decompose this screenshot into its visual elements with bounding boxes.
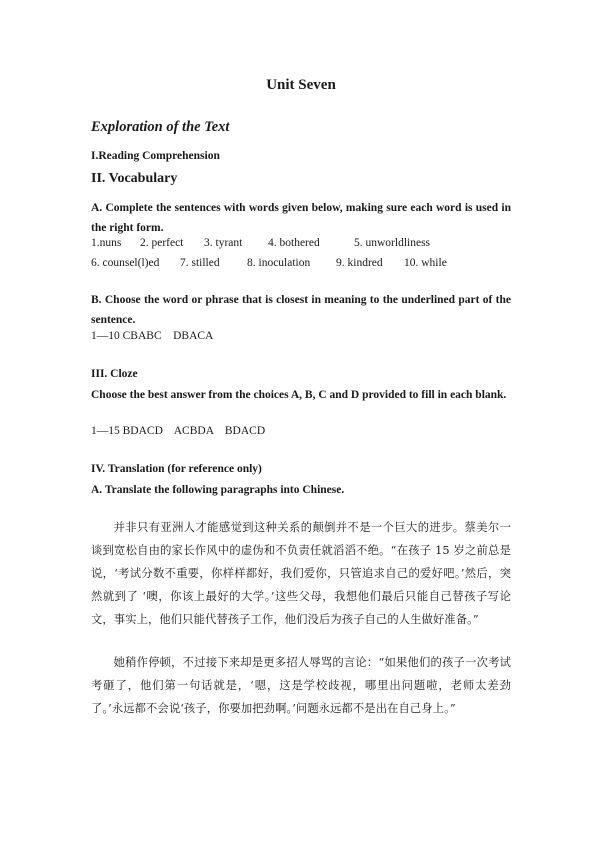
vocabulary-heading: II. Vocabulary bbox=[91, 171, 178, 186]
translation-paragraph-2: 她稍作停顿，不过接下来却是更多招人辱骂的言论：“如果他们的孩子一次考试考砸了，他们第一句话就是，‘嗯，这是学校歧视，哪里出问题啦，老师太差劲了。’永远都不会说‘孩子，你要加把劲啊。’问题永远都不是出在自己身上。” bbox=[91, 656, 511, 715]
word-item: 6. counsel(l)ed bbox=[91, 257, 160, 269]
vocab-a-word-row-2 bbox=[91, 257, 511, 273]
exploration-heading: Exploration of the Text bbox=[91, 119, 230, 135]
cloze-heading: III. Cloze bbox=[91, 368, 138, 380]
word-item: 8. inoculation bbox=[247, 257, 311, 269]
reading-comprehension-heading: I.Reading Comprehension bbox=[91, 150, 220, 162]
cloze-instruction: Choose the best answer from the choices A, B, C and D provided to fill in each blank. bbox=[91, 389, 507, 401]
vocab-a-instruction: A. Complete the sentences with words given below, making sure each word is used in the right form. bbox=[91, 202, 511, 234]
word-item: 2. perfect bbox=[140, 237, 184, 249]
word-item: 9. kindred bbox=[336, 257, 383, 269]
cloze-answers: 1—15 BDACD ACBDA BDACD bbox=[91, 425, 266, 437]
translation-heading: IV. Translation (for reference only) bbox=[91, 463, 262, 475]
word-item: 3. tyrant bbox=[204, 237, 243, 249]
word-item: 10. while bbox=[404, 257, 447, 269]
vocab-b-instruction: B. Choose the word or phrase that is closest in meaning to the underlined part of the sentence. bbox=[91, 294, 511, 326]
word-item: 5. unworldliness bbox=[354, 237, 431, 249]
word-item: 4. bothered bbox=[268, 237, 320, 249]
page-title: Unit Seven bbox=[266, 77, 336, 93]
vocab-a-word-row-1 bbox=[91, 237, 511, 253]
word-item: 7. stilled bbox=[180, 257, 220, 269]
translation-subheading-a: A. Translate the following paragraphs into Chinese. bbox=[91, 484, 345, 496]
word-item: 1.nuns bbox=[91, 237, 122, 249]
vocab-b-answers: 1—10 CBABC DBACA bbox=[91, 330, 214, 342]
translation-paragraph-1: 并非只有亚洲人才能感觉到这种关系的颠倒并不是一个巨大的进步。蔡美尔一谈到宽松自由的家长作风中的虚伪和不负责任就滔滔不绝。“在孩子 15 岁之前总是说，‘考试分数不重要，你样样都好，我们爱你，只管追求自己的爱好吧。’然后，突然就到了 ‘噢，你该上最好的大学。’这些父母，我想他们最后只能自己替孩子写论文，事实上，他们只能代替孩子工作，他们没后为孩子自己的人生做好准备。” bbox=[91, 521, 511, 626]
